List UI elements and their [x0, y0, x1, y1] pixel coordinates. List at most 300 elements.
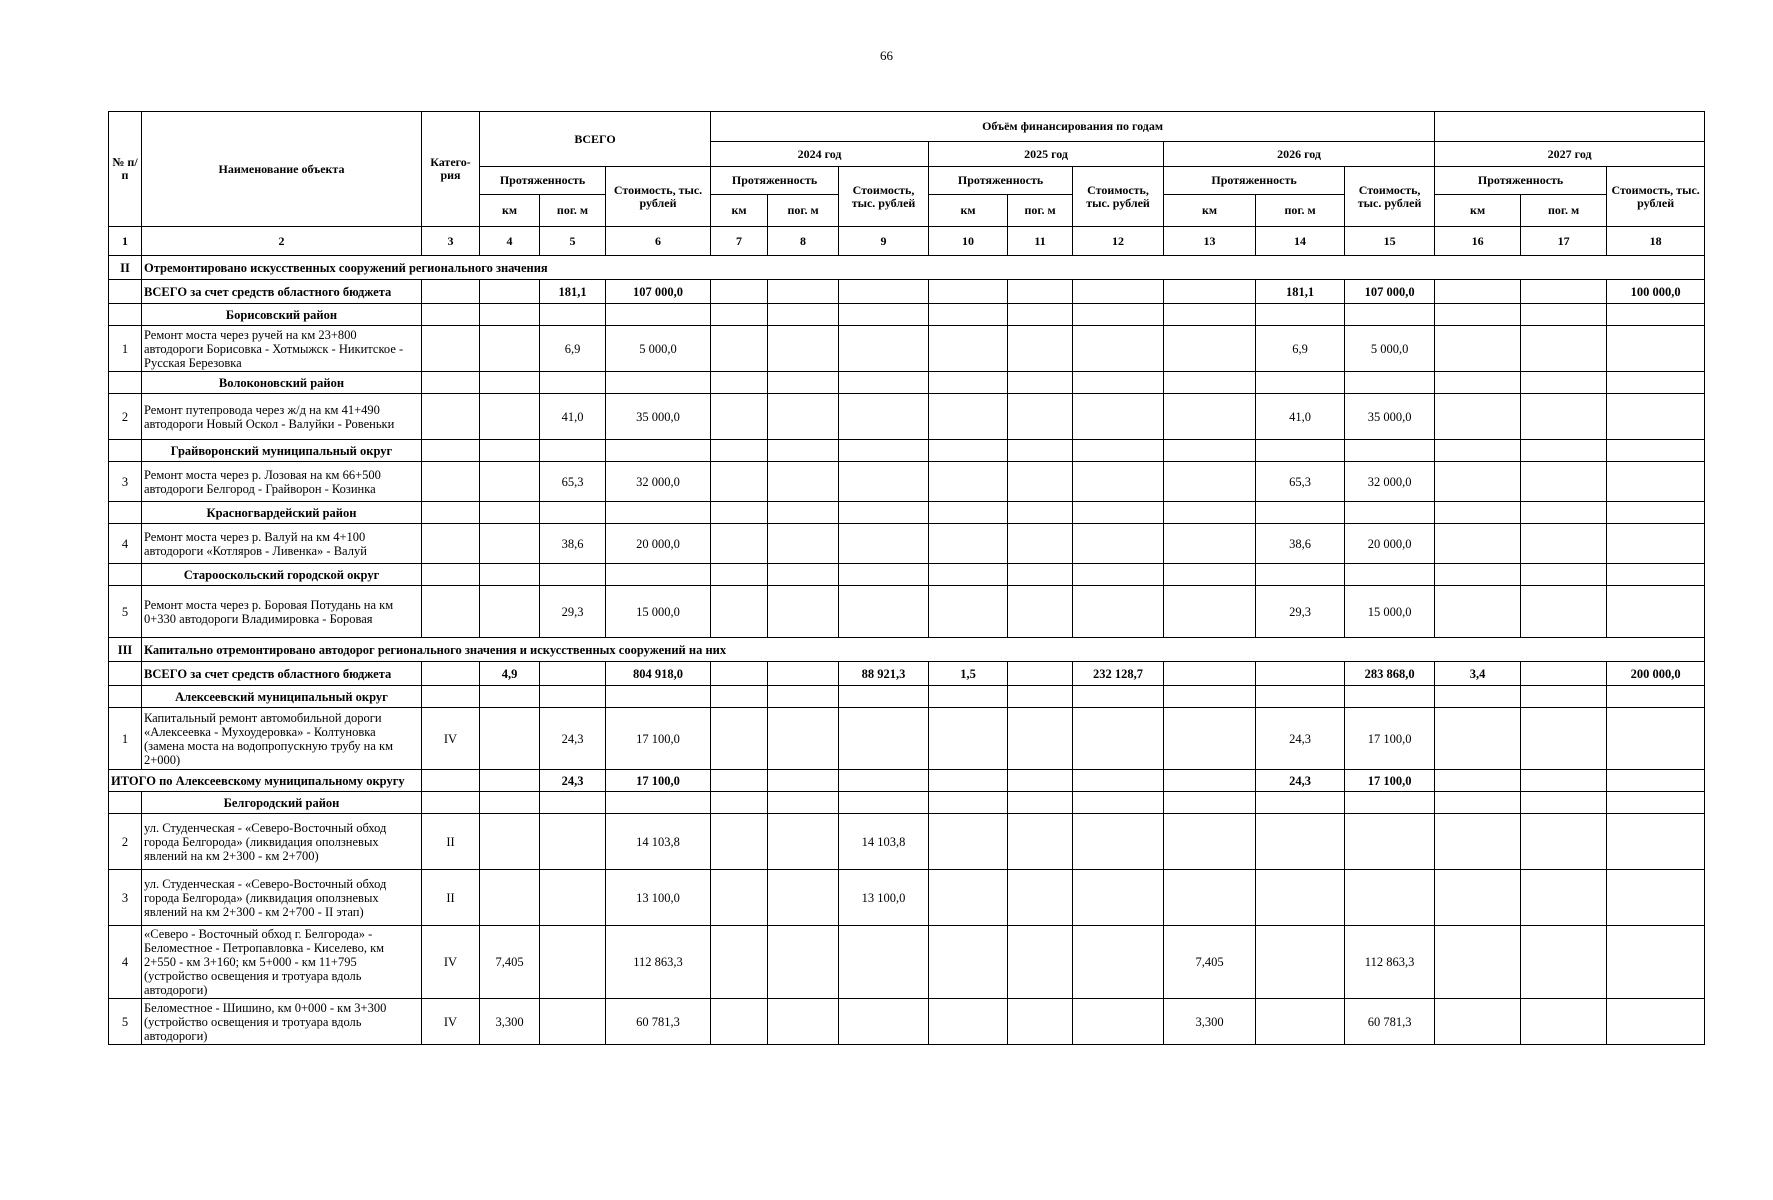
empty-cell — [839, 686, 929, 708]
value-cell — [1435, 870, 1521, 926]
value-cell: 181,1 — [1256, 280, 1345, 304]
value-cell: 112 863,3 — [1345, 926, 1435, 999]
value-cell — [1435, 394, 1521, 440]
empty-cell — [480, 502, 540, 524]
value-cell — [422, 586, 480, 638]
value-cell: II — [422, 870, 480, 926]
value-cell — [1008, 280, 1073, 304]
value-cell: 100 000,0 — [1607, 280, 1705, 304]
empty-cell — [1435, 564, 1521, 586]
value-cell — [711, 394, 768, 440]
value-cell — [1164, 394, 1256, 440]
value-cell: 112 863,3 — [606, 926, 711, 999]
district-row — [109, 564, 1705, 586]
value-cell: 13 100,0 — [606, 870, 711, 926]
empty-cell — [1345, 372, 1435, 394]
value-cell: 15 000,0 — [1345, 586, 1435, 638]
value-cell — [422, 280, 480, 304]
column-index: 3 — [422, 227, 480, 256]
value-cell — [1008, 586, 1073, 638]
item-name: Капитальный ремонт автомобильной дороги «Алексеевка - Мухоудеровка» - Колтуновка (замена моста на водопропускную трубу на км 2+000) — [142, 708, 422, 770]
value-cell — [1521, 870, 1607, 926]
value-cell: 15 000,0 — [606, 586, 711, 638]
value-cell — [839, 586, 929, 638]
item-number: 2 — [109, 394, 142, 440]
value-cell — [1008, 524, 1073, 564]
empty-cell — [839, 792, 929, 814]
value-cell — [480, 524, 540, 564]
item-number: 3 — [109, 462, 142, 502]
value-cell: IV — [422, 999, 480, 1045]
item-number: 4 — [109, 926, 142, 999]
empty-cell — [480, 792, 540, 814]
value-cell — [1345, 814, 1435, 870]
value-cell — [839, 462, 929, 502]
value-cell — [1008, 662, 1073, 686]
item-row — [109, 926, 1705, 999]
empty-cell — [929, 502, 1008, 524]
value-cell — [929, 524, 1008, 564]
value-cell — [1607, 999, 1705, 1045]
value-cell: 24,3 — [1256, 770, 1345, 792]
empty-cell — [1435, 440, 1521, 462]
value-cell — [1607, 926, 1705, 999]
empty-cell — [422, 304, 480, 326]
total-label: ВСЕГО за счет средств областного бюджета — [142, 662, 422, 686]
value-cell — [1256, 662, 1345, 686]
item-name: ул. Студенческая - «Северо-Восточный обход города Белгорода» (ликвидация оползневых явлений на км 2+300 - км 2+700 - II этап) — [142, 870, 422, 926]
value-cell — [711, 462, 768, 502]
header-cost-2027: Стоимость, тыс. рублей — [1607, 167, 1705, 227]
value-cell — [480, 870, 540, 926]
value-cell — [1521, 926, 1607, 999]
empty-cell — [540, 304, 606, 326]
value-cell — [768, 586, 839, 638]
value-cell — [1435, 524, 1521, 564]
empty-cell — [109, 304, 142, 326]
value-cell: 13 100,0 — [839, 870, 929, 926]
value-cell: 3,4 — [1435, 662, 1521, 686]
empty-cell — [606, 440, 711, 462]
value-cell — [1008, 770, 1073, 792]
empty-cell — [109, 280, 142, 304]
district-row — [109, 502, 1705, 524]
item-name: «Северо - Восточный обход г. Белгорода» - Беломестное - Петропавловка - Киселево, км 2+550 - км 3+160; км 5+000 - км 11+795 (устройство освещения и тротуара вдоль автодороги) — [142, 926, 422, 999]
header-funding-blank — [1435, 112, 1705, 142]
value-cell — [1164, 280, 1256, 304]
empty-cell — [422, 372, 480, 394]
value-cell — [711, 708, 768, 770]
item-row — [109, 814, 1705, 870]
empty-cell — [1256, 372, 1345, 394]
column-index: 16 — [1435, 227, 1521, 256]
header-funding: Объём финансирования по годам — [711, 112, 1435, 142]
value-cell: 14 103,8 — [606, 814, 711, 870]
value-cell — [540, 926, 606, 999]
item-name: Ремонт моста через р. Боровая Потудань на км 0+330 автодороги Владимировка - Боровая — [142, 586, 422, 638]
value-cell — [1607, 394, 1705, 440]
value-cell — [1008, 708, 1073, 770]
header-km: км — [711, 195, 768, 227]
header-length-total: Протяженность — [480, 167, 606, 195]
district-name: Алексеевский муниципальный округ — [142, 686, 422, 708]
empty-cell — [1073, 686, 1164, 708]
empty-cell — [1164, 440, 1256, 462]
value-cell — [1607, 524, 1705, 564]
value-cell — [1607, 870, 1705, 926]
header-km: км — [1435, 195, 1521, 227]
empty-cell — [422, 792, 480, 814]
value-cell: 35 000,0 — [1345, 394, 1435, 440]
empty-cell — [1073, 502, 1164, 524]
district-row — [109, 372, 1705, 394]
empty-cell — [1008, 564, 1073, 586]
empty-cell — [422, 502, 480, 524]
empty-cell — [839, 304, 929, 326]
empty-cell — [1073, 440, 1164, 462]
value-cell — [1607, 708, 1705, 770]
value-cell: 804 918,0 — [606, 662, 711, 686]
value-cell — [1164, 870, 1256, 926]
value-cell — [1521, 462, 1607, 502]
header-length-2025: Протяженность — [929, 167, 1073, 195]
value-cell — [711, 870, 768, 926]
value-cell — [1256, 870, 1345, 926]
empty-cell — [1256, 304, 1345, 326]
value-cell — [839, 524, 929, 564]
value-cell: 17 100,0 — [1345, 770, 1435, 792]
district-row — [109, 304, 1705, 326]
empty-cell — [1008, 440, 1073, 462]
empty-cell — [1164, 792, 1256, 814]
value-cell: 24,3 — [1256, 708, 1345, 770]
value-cell: 4,9 — [480, 662, 540, 686]
empty-cell — [540, 792, 606, 814]
value-cell — [1435, 999, 1521, 1045]
empty-cell — [1008, 372, 1073, 394]
empty-cell — [480, 564, 540, 586]
value-cell — [768, 708, 839, 770]
value-cell: 38,6 — [1256, 524, 1345, 564]
column-index: 6 — [606, 227, 711, 256]
empty-cell — [109, 372, 142, 394]
value-cell — [768, 926, 839, 999]
empty-cell — [1345, 304, 1435, 326]
value-cell — [1164, 586, 1256, 638]
column-index: 13 — [1164, 227, 1256, 256]
empty-cell — [929, 686, 1008, 708]
item-number: 4 — [109, 524, 142, 564]
value-cell — [1521, 524, 1607, 564]
empty-cell — [768, 304, 839, 326]
value-cell: 32 000,0 — [1345, 462, 1435, 502]
value-cell — [1256, 814, 1345, 870]
empty-cell — [422, 440, 480, 462]
value-cell — [540, 662, 606, 686]
value-cell — [929, 394, 1008, 440]
empty-cell — [606, 372, 711, 394]
value-cell — [1073, 814, 1164, 870]
column-index-row — [109, 227, 1705, 256]
value-cell — [1073, 770, 1164, 792]
empty-cell — [422, 686, 480, 708]
value-cell: 29,3 — [540, 586, 606, 638]
value-cell: 5 000,0 — [1345, 326, 1435, 372]
value-cell — [929, 814, 1008, 870]
value-cell — [711, 999, 768, 1045]
empty-cell — [1435, 502, 1521, 524]
empty-cell — [1256, 440, 1345, 462]
empty-cell — [1435, 372, 1521, 394]
empty-cell — [839, 564, 929, 586]
value-cell — [929, 280, 1008, 304]
header-pogm: пог. м — [1521, 195, 1607, 227]
value-cell: 29,3 — [1256, 586, 1345, 638]
header-pogm: пог. м — [768, 195, 839, 227]
empty-cell — [768, 792, 839, 814]
value-cell — [1521, 280, 1607, 304]
value-cell — [422, 394, 480, 440]
value-cell — [540, 814, 606, 870]
column-index: 12 — [1073, 227, 1164, 256]
header-category: Катего-рия — [422, 112, 480, 227]
value-cell: IV — [422, 926, 480, 999]
header-km: км — [480, 195, 540, 227]
value-cell — [1607, 770, 1705, 792]
header-cost-2025: Стоимость, тыс. рублей — [1073, 167, 1164, 227]
empty-cell — [480, 304, 540, 326]
empty-cell — [1073, 372, 1164, 394]
district-row — [109, 440, 1705, 462]
value-cell — [1008, 814, 1073, 870]
empty-cell — [1164, 304, 1256, 326]
empty-cell — [1164, 564, 1256, 586]
value-cell — [711, 280, 768, 304]
header-km: км — [929, 195, 1008, 227]
district-name: Борисовский район — [142, 304, 422, 326]
value-cell — [929, 708, 1008, 770]
value-cell — [839, 394, 929, 440]
empty-cell — [1521, 792, 1607, 814]
value-cell — [1256, 999, 1345, 1045]
column-index: 5 — [540, 227, 606, 256]
item-number: 1 — [109, 708, 142, 770]
column-index: 8 — [768, 227, 839, 256]
empty-cell — [1164, 686, 1256, 708]
value-cell — [1073, 524, 1164, 564]
column-index: 9 — [839, 227, 929, 256]
empty-cell — [1345, 792, 1435, 814]
empty-cell — [540, 564, 606, 586]
empty-cell — [768, 564, 839, 586]
value-cell — [1521, 326, 1607, 372]
value-cell — [422, 770, 480, 792]
value-cell — [480, 462, 540, 502]
value-cell: 65,3 — [540, 462, 606, 502]
subtotal-row — [109, 770, 1705, 792]
value-cell — [1607, 462, 1705, 502]
value-cell — [1073, 708, 1164, 770]
column-index: 14 — [1256, 227, 1345, 256]
header-name: Наименование объекта — [142, 112, 422, 227]
value-cell — [768, 770, 839, 792]
header-length-2026: Протяженность — [1164, 167, 1345, 195]
header-num: № п/п — [109, 112, 142, 227]
value-cell — [1164, 708, 1256, 770]
value-cell — [1521, 999, 1607, 1045]
value-cell — [711, 326, 768, 372]
value-cell: 6,9 — [540, 326, 606, 372]
section-title: Отремонтировано искусственных сооружений регионального значения — [142, 256, 1705, 280]
value-cell — [1521, 586, 1607, 638]
value-cell — [1521, 814, 1607, 870]
section-number: III — [109, 638, 142, 662]
value-cell — [1008, 394, 1073, 440]
value-cell — [480, 394, 540, 440]
value-cell — [1073, 462, 1164, 502]
value-cell — [1521, 708, 1607, 770]
value-cell — [1607, 326, 1705, 372]
value-cell: II — [422, 814, 480, 870]
item-row — [109, 870, 1705, 926]
item-number: 2 — [109, 814, 142, 870]
header-length-2027: Протяженность — [1435, 167, 1607, 195]
empty-cell — [929, 792, 1008, 814]
value-cell — [711, 770, 768, 792]
value-cell: 65,3 — [1256, 462, 1345, 502]
empty-cell — [109, 502, 142, 524]
item-row — [109, 394, 1705, 440]
empty-cell — [109, 686, 142, 708]
value-cell — [422, 326, 480, 372]
header-km: км — [1164, 195, 1256, 227]
empty-cell — [1607, 440, 1705, 462]
value-cell — [1008, 870, 1073, 926]
value-cell: 17 100,0 — [606, 708, 711, 770]
empty-cell — [839, 372, 929, 394]
empty-cell — [1435, 792, 1521, 814]
empty-cell — [1607, 686, 1705, 708]
value-cell — [1073, 280, 1164, 304]
value-cell: 232 128,7 — [1073, 662, 1164, 686]
empty-cell — [1008, 304, 1073, 326]
financing-table — [108, 111, 1705, 1045]
value-cell — [839, 708, 929, 770]
value-cell — [1435, 326, 1521, 372]
value-cell — [768, 870, 839, 926]
value-cell — [1164, 770, 1256, 792]
empty-cell — [1256, 792, 1345, 814]
empty-cell — [480, 372, 540, 394]
empty-cell — [1256, 502, 1345, 524]
header-pogm: пог. м — [1008, 195, 1073, 227]
value-cell: 283 868,0 — [1345, 662, 1435, 686]
item-name: Ремонт моста через р. Лозовая на км 66+500 автодороги Белгород - Грайворон - Козинка — [142, 462, 422, 502]
item-name: ул. Студенческая - «Северо-Восточный обход города Белгорода» (ликвидация оползневых явлений на км 2+300 - км 2+700) — [142, 814, 422, 870]
header-year-2026: 2026 год — [1164, 142, 1435, 167]
value-cell: IV — [422, 708, 480, 770]
value-cell: 32 000,0 — [606, 462, 711, 502]
empty-cell — [929, 440, 1008, 462]
value-cell — [480, 280, 540, 304]
total-row — [109, 280, 1705, 304]
total-row — [109, 662, 1705, 686]
value-cell — [839, 770, 929, 792]
empty-cell — [1256, 686, 1345, 708]
value-cell — [480, 708, 540, 770]
value-cell — [1073, 326, 1164, 372]
value-cell — [1435, 462, 1521, 502]
empty-cell — [1607, 304, 1705, 326]
value-cell — [839, 280, 929, 304]
value-cell: 38,6 — [540, 524, 606, 564]
empty-cell — [1073, 564, 1164, 586]
value-cell: 200 000,0 — [1607, 662, 1705, 686]
value-cell — [422, 462, 480, 502]
empty-cell — [606, 792, 711, 814]
empty-cell — [1256, 564, 1345, 586]
value-cell: 41,0 — [1256, 394, 1345, 440]
value-cell — [1435, 770, 1521, 792]
header-year-2027: 2027 год — [1435, 142, 1705, 167]
value-cell — [1164, 814, 1256, 870]
value-cell: 181,1 — [540, 280, 606, 304]
district-row — [109, 792, 1705, 814]
value-cell — [768, 814, 839, 870]
value-cell — [1164, 462, 1256, 502]
empty-cell — [606, 304, 711, 326]
empty-cell — [1345, 440, 1435, 462]
empty-cell — [1345, 686, 1435, 708]
item-number: 1 — [109, 326, 142, 372]
value-cell — [839, 999, 929, 1045]
empty-cell — [1073, 792, 1164, 814]
empty-cell — [929, 372, 1008, 394]
value-cell — [1073, 999, 1164, 1045]
empty-cell — [768, 372, 839, 394]
value-cell — [1073, 394, 1164, 440]
value-cell — [711, 926, 768, 999]
value-cell — [929, 999, 1008, 1045]
header-pogm: пог. м — [540, 195, 606, 227]
empty-cell — [1607, 564, 1705, 586]
value-cell: 88 921,3 — [839, 662, 929, 686]
empty-cell — [1521, 564, 1607, 586]
column-index: 18 — [1607, 227, 1705, 256]
value-cell: 3,300 — [480, 999, 540, 1045]
value-cell — [480, 770, 540, 792]
value-cell: 20 000,0 — [1345, 524, 1435, 564]
empty-cell — [1164, 372, 1256, 394]
empty-cell — [839, 502, 929, 524]
empty-cell — [109, 662, 142, 686]
district-name: Красногвардейский район — [142, 502, 422, 524]
empty-cell — [711, 686, 768, 708]
empty-cell — [711, 372, 768, 394]
value-cell — [480, 586, 540, 638]
column-index: 17 — [1521, 227, 1607, 256]
value-cell — [1435, 280, 1521, 304]
value-cell — [929, 870, 1008, 926]
column-index: 2 — [142, 227, 422, 256]
empty-cell — [540, 686, 606, 708]
value-cell — [768, 524, 839, 564]
value-cell — [1008, 999, 1073, 1045]
value-cell: 41,0 — [540, 394, 606, 440]
empty-cell — [1164, 502, 1256, 524]
section-number: II — [109, 256, 142, 280]
empty-cell — [1073, 304, 1164, 326]
